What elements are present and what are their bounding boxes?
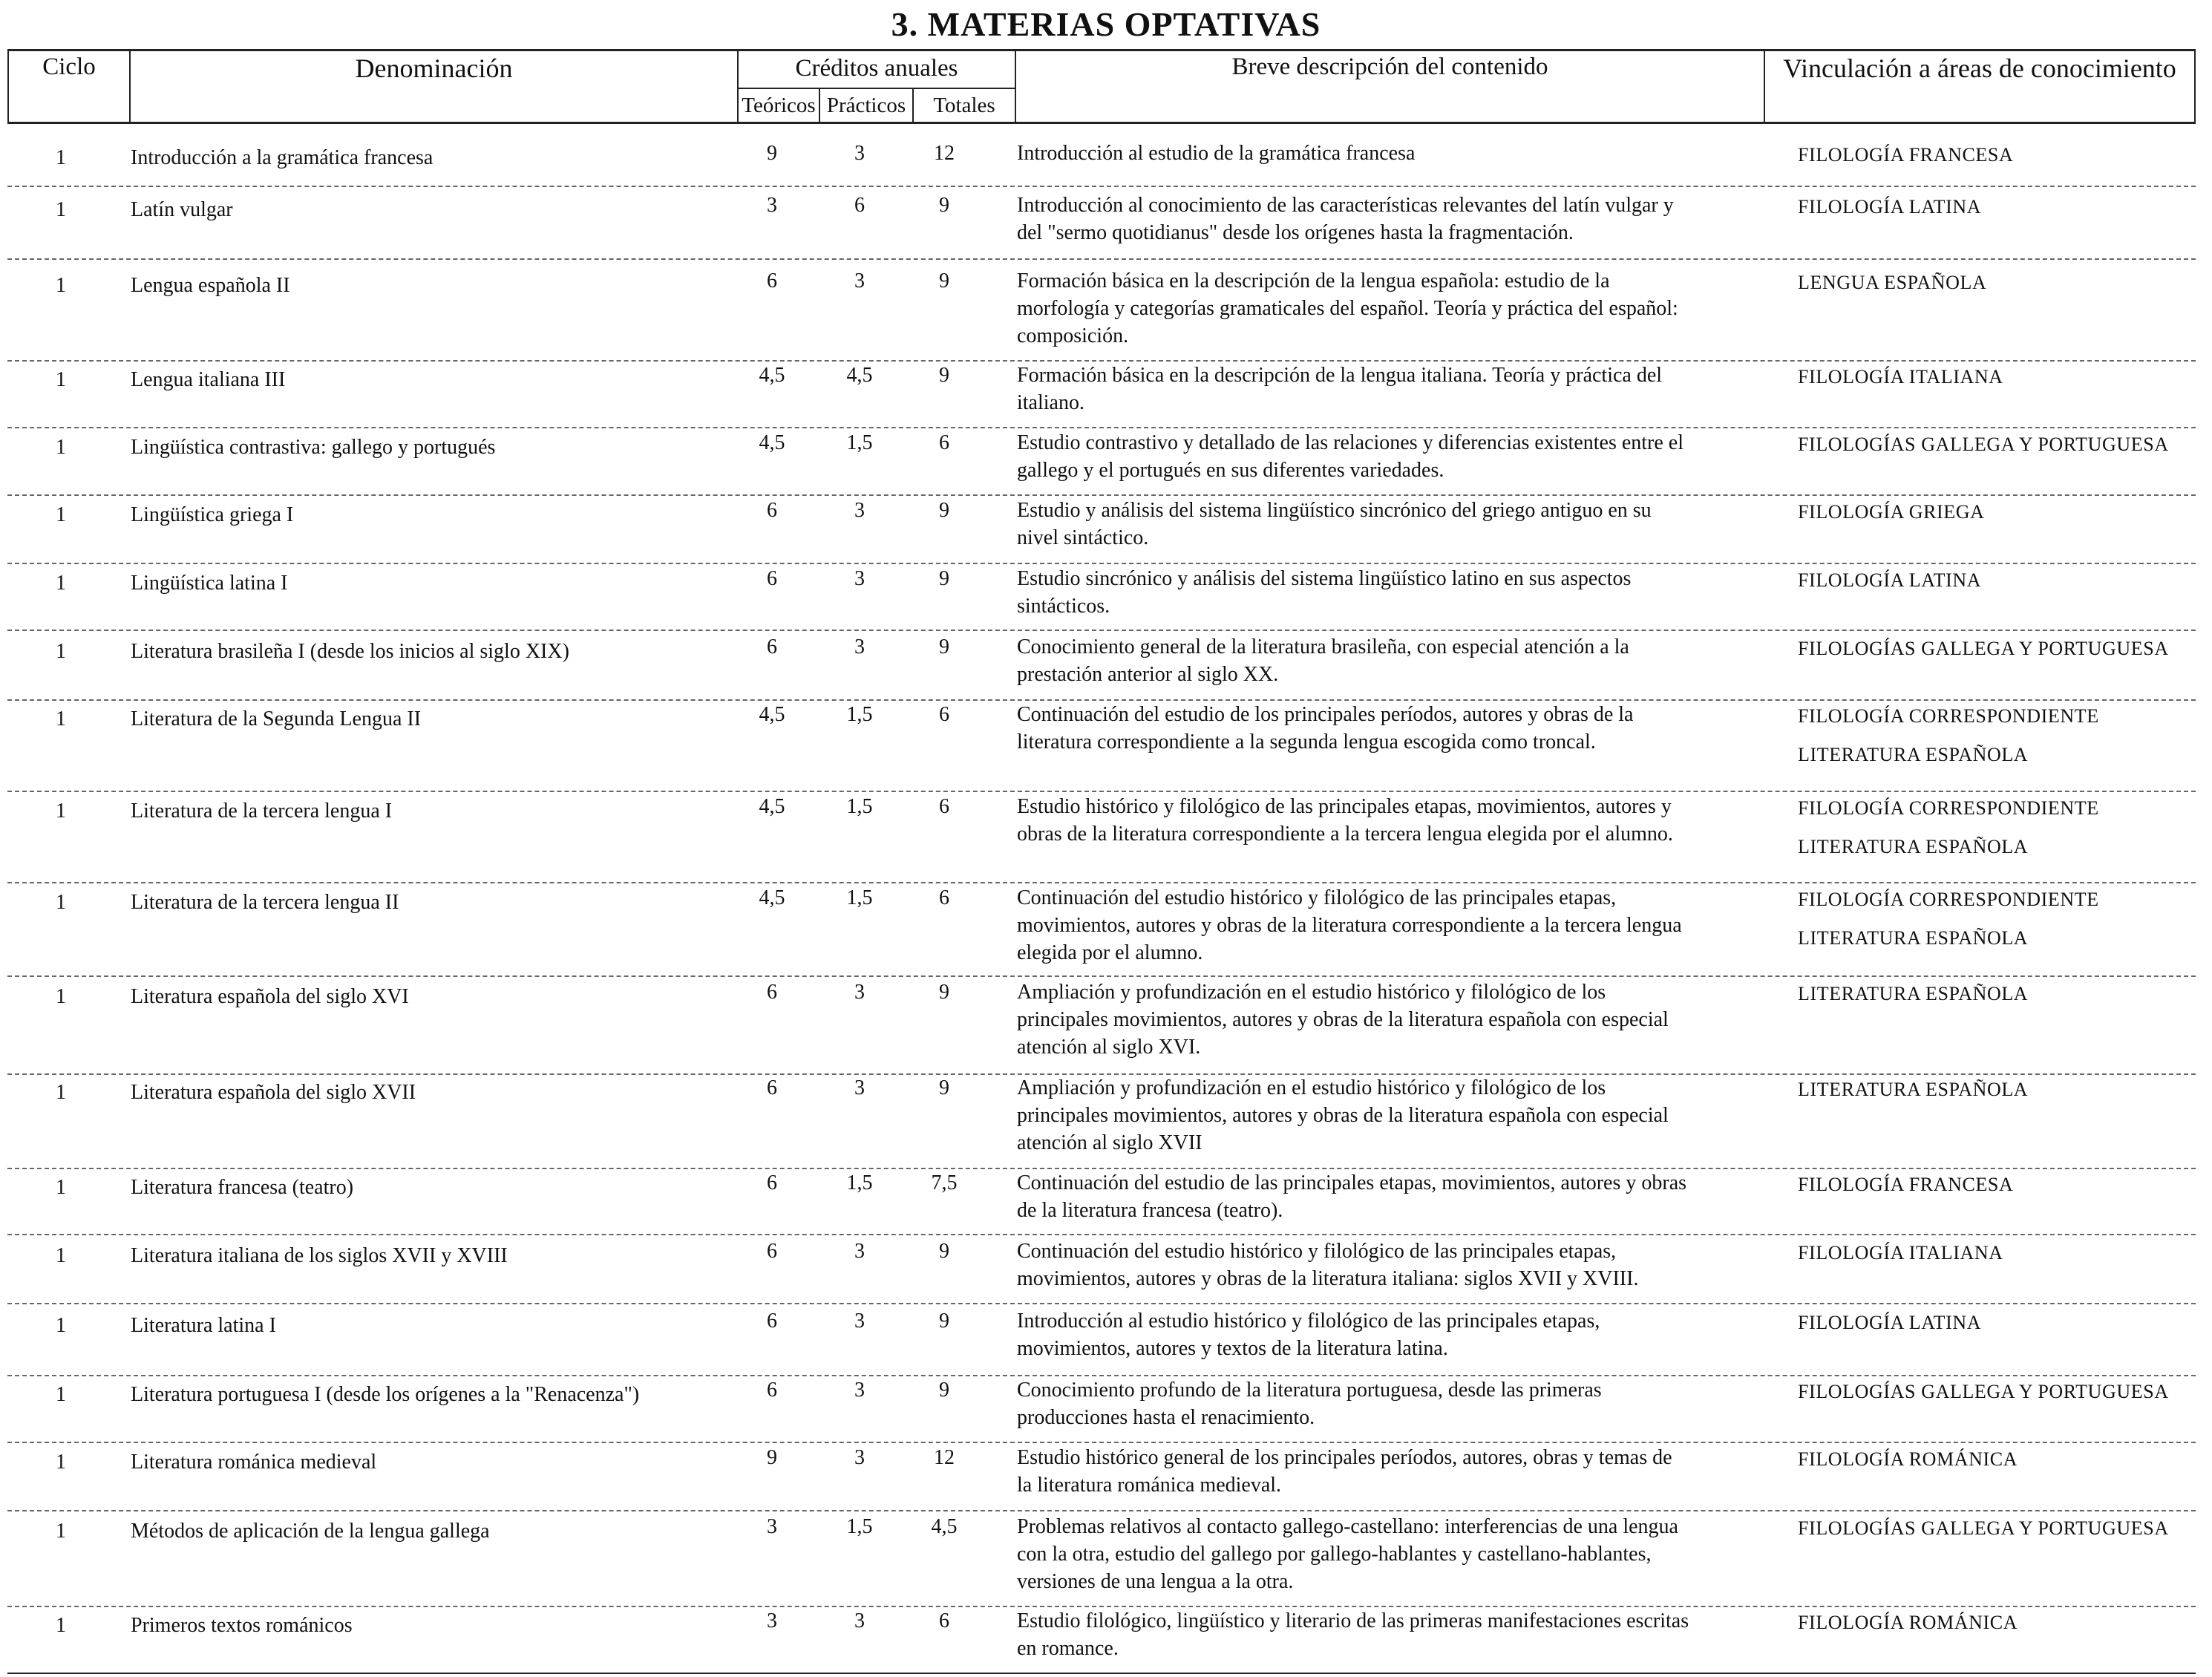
cell-descripcion-line: Estudio y análisis del sistema lingüístico sincrónico del griego antiguo en su bbox=[1017, 499, 1652, 522]
cell-area: FILOLOGÍA ITALIANA bbox=[1798, 366, 2003, 388]
cell-practicos: 3 bbox=[854, 635, 865, 658]
cell-totales: 6 bbox=[939, 795, 949, 818]
cell-ciclo: 1 bbox=[56, 368, 66, 391]
row-separator bbox=[7, 975, 2196, 977]
cell-denominacion: Literatura portuguesa I (desde los orígenes a la "Renacenza") bbox=[131, 1383, 640, 1406]
cell-teoricos: 6 bbox=[767, 1076, 777, 1099]
cell-teoricos: 9 bbox=[767, 1446, 777, 1469]
cell-denominacion: Literatura italiana de los siglos XVII y XVIII bbox=[131, 1244, 508, 1267]
cell-practicos: 3 bbox=[854, 1076, 865, 1099]
cell-teoricos: 6 bbox=[767, 499, 777, 522]
cell-totales: 9 bbox=[939, 1076, 949, 1099]
cell-ciclo: 1 bbox=[56, 274, 66, 297]
cell-totales: 9 bbox=[939, 194, 949, 217]
cell-ciclo: 1 bbox=[56, 146, 66, 169]
cell-denominacion: Latín vulgar bbox=[131, 198, 233, 221]
row-separator bbox=[7, 494, 2196, 496]
cell-descripcion-line: Continuación del estudio de las principales etapas, movimientos, autores y obras bbox=[1017, 1171, 1687, 1194]
cell-descripcion-line: Continuación del estudio histórico y filológico de las principales etapas, bbox=[1017, 1240, 1617, 1263]
cell-ciclo: 1 bbox=[56, 572, 66, 595]
row-separator bbox=[7, 563, 2196, 564]
cell-descripcion-line: Estudio histórico y filológico de las principales etapas, movimientos, autores y bbox=[1017, 795, 1672, 818]
cell-area: FILOLOGÍA GRIEGA bbox=[1798, 501, 1985, 523]
cell-practicos: 3 bbox=[854, 499, 865, 522]
cell-practicos: 3 bbox=[854, 142, 865, 165]
cell-totales: 9 bbox=[939, 635, 949, 658]
cell-ciclo: 1 bbox=[56, 985, 66, 1008]
cell-totales: 9 bbox=[939, 567, 949, 590]
cell-descripcion-line: literatura correspondiente a la segunda lengua escogida como troncal. bbox=[1017, 730, 1596, 753]
cell-descripcion-line: Estudio contrastivo y detallado de las relaciones y diferencias existentes entre el bbox=[1017, 431, 1684, 454]
cell-descripcion-line: elegida por el alumno. bbox=[1017, 941, 1203, 964]
cell-teoricos: 6 bbox=[767, 567, 777, 590]
cell-area: LITERATURA ESPAÑOLA bbox=[1798, 927, 2029, 949]
cell-totales: 9 bbox=[939, 1240, 949, 1263]
cell-totales: 12 bbox=[934, 1446, 955, 1469]
row-separator bbox=[7, 1073, 2196, 1075]
cell-ciclo: 1 bbox=[56, 640, 66, 663]
cell-ciclo: 1 bbox=[56, 891, 66, 914]
cell-ciclo: 1 bbox=[56, 1451, 66, 1474]
cell-area: FILOLOGÍAS GALLEGA Y PORTUGUESA bbox=[1798, 1381, 2169, 1402]
cell-descripcion-line: la literatura románica medieval. bbox=[1017, 1474, 1282, 1497]
cell-practicos: 3 bbox=[854, 1379, 865, 1402]
cell-denominacion: Lengua española II bbox=[131, 274, 290, 297]
cell-denominacion: Lingüística latina I bbox=[131, 572, 288, 595]
cell-descripcion-line: morfología y categorías gramaticales del español. Teoría y práctica del español: bbox=[1017, 297, 1678, 320]
cell-descripcion-line: Ampliación y profundización en el estudio histórico y filológico de los bbox=[1017, 981, 1606, 1004]
cell-practicos: 1,5 bbox=[846, 795, 873, 818]
row-separator bbox=[7, 699, 2196, 701]
cell-totales: 9 bbox=[939, 499, 949, 522]
cell-denominacion: Primeros textos románicos bbox=[131, 1614, 353, 1637]
cell-practicos: 3 bbox=[854, 981, 865, 1004]
cell-teoricos: 9 bbox=[767, 142, 777, 165]
cell-practicos: 4,5 bbox=[846, 364, 873, 387]
cell-area: FILOLOGÍA ROMÁNICA bbox=[1798, 1448, 2018, 1470]
cell-descripcion-line: Ampliación y profundización en el estudio histórico y filológico de los bbox=[1017, 1076, 1606, 1099]
cell-area: FILOLOGÍA LATINA bbox=[1798, 569, 1982, 591]
cell-ciclo: 1 bbox=[56, 198, 66, 221]
cell-totales: 6 bbox=[939, 703, 949, 726]
cell-ciclo: 1 bbox=[56, 707, 66, 730]
cell-area: FILOLOGÍAS GALLEGA Y PORTUGUESA bbox=[1798, 434, 2169, 455]
cell-area: FILOLOGÍA FRANCESA bbox=[1798, 144, 2014, 166]
cell-denominacion: Literatura románica medieval bbox=[131, 1451, 377, 1474]
cell-practicos: 3 bbox=[854, 269, 865, 292]
cell-descripcion-line: atención al siglo XVII bbox=[1017, 1131, 1202, 1154]
cell-descripcion-line: gallego y el portugués en sus diferentes variedades. bbox=[1017, 459, 1444, 482]
cell-descripcion-line: sintácticos. bbox=[1017, 595, 1110, 618]
cell-descripcion-line: composición. bbox=[1017, 324, 1129, 347]
cell-ciclo: 1 bbox=[56, 1383, 66, 1406]
cell-teoricos: 3 bbox=[767, 1515, 777, 1538]
col-header-creditos: Créditos anuales bbox=[795, 55, 958, 82]
cell-descripcion-line: producciones hasta el renacimiento. bbox=[1017, 1406, 1315, 1429]
cell-descripcion-line: Continuación del estudio histórico y filológico de las principales etapas, bbox=[1017, 886, 1617, 909]
cell-descripcion-line: atención al siglo XVI. bbox=[1017, 1036, 1201, 1059]
cell-ciclo: 1 bbox=[56, 1244, 66, 1267]
col-header-teoricos: Teóricos bbox=[742, 94, 816, 117]
cell-totales: 9 bbox=[939, 1379, 949, 1402]
cell-totales: 9 bbox=[939, 1310, 949, 1333]
header-top-rule bbox=[7, 49, 2196, 51]
cell-descripcion-line: Formación básica en la descripción de la lengua española: estudio de la bbox=[1017, 269, 1610, 292]
cell-denominacion: Lengua italiana III bbox=[131, 368, 286, 391]
cell-descripcion-line: prestación anterior al siglo XX. bbox=[1017, 663, 1279, 686]
cell-denominacion: Literatura francesa (teatro) bbox=[131, 1176, 354, 1199]
cell-teoricos: 3 bbox=[767, 1609, 777, 1632]
cell-practicos: 3 bbox=[854, 567, 865, 590]
cell-descripcion-line: Conocimiento profundo de la literatura portuguesa, desde las primeras bbox=[1017, 1379, 1602, 1402]
header-divider bbox=[2194, 49, 2196, 122]
cell-area: FILOLOGÍAS GALLEGA Y PORTUGUESA bbox=[1798, 1517, 2169, 1539]
cell-practicos: 1,5 bbox=[846, 1515, 873, 1538]
cell-descripcion-line: obras de la literatura correspondiente a la tercera lengua elegida por el alumno. bbox=[1017, 823, 1673, 846]
cell-ciclo: 1 bbox=[56, 503, 66, 526]
cell-denominacion: Literatura de la tercera lengua I bbox=[131, 800, 393, 823]
col-header-descripcion: Breve descripción del contenido bbox=[1231, 53, 1548, 80]
cell-teoricos: 6 bbox=[767, 635, 777, 658]
col-header-vinculacion: Vinculación a áreas de conocimiento bbox=[1783, 53, 2176, 83]
cell-descripcion-line: Introducción al conocimiento de las características relevantes del latín vulgar y bbox=[1017, 194, 1674, 217]
page-title: 3. MATERIAS OPTATIVAS bbox=[891, 5, 1321, 43]
cell-totales: 9 bbox=[939, 269, 949, 292]
row-separator bbox=[7, 186, 2196, 187]
row-separator bbox=[7, 258, 2196, 260]
row-separator bbox=[7, 882, 2196, 883]
cell-descripcion-line: Introducción al estudio de la gramática francesa bbox=[1017, 142, 1416, 165]
row-separator bbox=[7, 630, 2196, 631]
cell-teoricos: 6 bbox=[767, 1379, 777, 1402]
cell-teoricos: 4,5 bbox=[759, 886, 785, 909]
cell-totales: 12 bbox=[934, 142, 955, 165]
cell-descripcion-line: italiano. bbox=[1017, 391, 1084, 414]
cell-ciclo: 1 bbox=[56, 436, 66, 459]
cell-practicos: 1,5 bbox=[846, 886, 873, 909]
cell-practicos: 3 bbox=[854, 1609, 865, 1632]
cell-ciclo: 1 bbox=[56, 1614, 66, 1637]
col-header-totales: Totales bbox=[933, 94, 995, 117]
cell-descripcion-line: Estudio filológico, lingüístico y literario de las primeras manifestaciones escritas bbox=[1017, 1609, 1689, 1632]
cell-area: FILOLOGÍA CORRESPONDIENTE bbox=[1798, 705, 2099, 727]
cell-practicos: 3 bbox=[854, 1240, 865, 1263]
cell-area: FILOLOGÍA LATINA bbox=[1798, 196, 1982, 218]
row-separator bbox=[7, 1606, 2196, 1607]
cell-area: FILOLOGÍA LATINA bbox=[1798, 1312, 1982, 1333]
cell-practicos: 3 bbox=[854, 1310, 865, 1333]
cell-area: FILOLOGÍA ROMÁNICA bbox=[1798, 1612, 2018, 1633]
cell-descripcion-line: de la literatura francesa (teatro). bbox=[1017, 1199, 1283, 1222]
cell-totales: 6 bbox=[939, 1609, 949, 1632]
cell-descripcion-line: movimientos, autores y obras de la literatura italiana: siglos XVII y XVIII. bbox=[1017, 1267, 1639, 1290]
cell-ciclo: 1 bbox=[56, 1176, 66, 1199]
cell-descripcion-line: Introducción al estudio histórico y filológico de las principales etapas, bbox=[1017, 1310, 1600, 1333]
row-separator bbox=[7, 1442, 2196, 1443]
cell-teoricos: 6 bbox=[767, 269, 777, 292]
cell-denominacion: Lingüística contrastiva: gallego y portugués bbox=[131, 436, 496, 459]
cell-practicos: 1,5 bbox=[846, 431, 873, 454]
cell-area: FILOLOGÍA FRANCESA bbox=[1798, 1174, 2014, 1195]
cell-area: FILOLOGÍA ITALIANA bbox=[1798, 1242, 2003, 1264]
row-separator bbox=[7, 1510, 2196, 1511]
cell-denominacion: Literatura brasileña I (desde los inicios al siglo XIX) bbox=[131, 640, 569, 663]
cell-denominacion: Literatura española del siglo XVII bbox=[131, 1081, 416, 1104]
row-separator bbox=[7, 1673, 2196, 1674]
cell-area: LITERATURA ESPAÑOLA bbox=[1798, 836, 2029, 857]
cell-area: FILOLOGÍA CORRESPONDIENTE bbox=[1798, 797, 2099, 819]
cell-practicos: 1,5 bbox=[846, 1171, 873, 1194]
cell-denominacion: Métodos de aplicación de la lengua gallega bbox=[131, 1520, 490, 1543]
row-separator bbox=[7, 360, 2196, 362]
header-bottom-rule bbox=[7, 122, 2196, 124]
cell-teoricos: 4,5 bbox=[759, 431, 785, 454]
cell-teoricos: 4,5 bbox=[759, 364, 785, 387]
cell-descripcion-line: Estudio histórico general de los principales períodos, autores, obras y temas de bbox=[1017, 1446, 1672, 1469]
cell-teoricos: 6 bbox=[767, 1171, 777, 1194]
cell-area: FILOLOGÍA CORRESPONDIENTE bbox=[1798, 889, 2099, 910]
row-separator bbox=[7, 791, 2196, 792]
cell-practicos: 1,5 bbox=[846, 703, 873, 726]
cell-descripcion-line: nivel sintáctico. bbox=[1017, 526, 1149, 549]
cell-descripcion-line: principales movimientos, autores y obras de la literatura española con especial bbox=[1017, 1104, 1669, 1127]
col-header-ciclo: Ciclo bbox=[42, 53, 96, 80]
cell-teoricos: 4,5 bbox=[759, 703, 785, 726]
row-separator bbox=[7, 1375, 2196, 1376]
cell-practicos: 3 bbox=[854, 1446, 865, 1469]
cell-ciclo: 1 bbox=[56, 800, 66, 823]
cell-denominacion: Literatura de la Segunda Lengua II bbox=[131, 707, 422, 730]
cell-descripcion-line: Problemas relativos al contacto gallego-castellano: interferencias de una lengua bbox=[1017, 1515, 1678, 1538]
col-header-practicos: Prácticos bbox=[826, 94, 906, 117]
cell-area: FILOLOGÍAS GALLEGA Y PORTUGUESA bbox=[1798, 638, 2169, 659]
cell-totales: 7,5 bbox=[931, 1171, 958, 1194]
row-separator bbox=[7, 1303, 2196, 1304]
cell-descripcion-line: versiones de una lengua a la otra. bbox=[1017, 1570, 1294, 1593]
cell-area: LITERATURA ESPAÑOLA bbox=[1798, 983, 2029, 1004]
cell-ciclo: 1 bbox=[56, 1081, 66, 1104]
cell-denominacion: Literatura latina I bbox=[131, 1314, 276, 1337]
cell-area: LENGUA ESPAÑOLA bbox=[1798, 272, 1987, 293]
cell-ciclo: 1 bbox=[56, 1520, 66, 1543]
row-separator bbox=[7, 1168, 2196, 1169]
credits-sub-rule bbox=[737, 88, 1015, 89]
cell-teoricos: 6 bbox=[767, 981, 777, 1004]
cell-denominacion: Literatura española del siglo XVI bbox=[131, 985, 409, 1008]
cell-descripcion-line: Conocimiento general de la literatura brasileña, con especial atención a la bbox=[1017, 635, 1629, 658]
cell-area: LITERATURA ESPAÑOLA bbox=[1798, 744, 2029, 765]
cell-descripcion-line: movimientos, autores y obras de la literatura correspondiente a la tercera lengua bbox=[1017, 914, 1682, 937]
cell-totales: 6 bbox=[939, 886, 949, 909]
cell-practicos: 6 bbox=[854, 194, 865, 217]
cell-descripcion-line: del "sermo quotidianus" desde los orígenes hasta la fragmentación. bbox=[1017, 221, 1574, 244]
col-header-denominacion: Denominación bbox=[355, 53, 513, 83]
cell-teoricos: 3 bbox=[767, 194, 777, 217]
cell-teoricos: 6 bbox=[767, 1240, 777, 1263]
cell-descripcion-line: con la otra, estudio del gallego por gallego-hablantes y castellano-hablantes, bbox=[1017, 1543, 1652, 1566]
cell-denominacion: Introducción a la gramática francesa bbox=[131, 146, 433, 169]
cell-teoricos: 6 bbox=[767, 1310, 777, 1333]
cell-denominacion: Lingüística griega I bbox=[131, 503, 294, 526]
cell-descripcion-line: movimientos, autores y textos de la literatura latina. bbox=[1017, 1337, 1448, 1360]
row-separator bbox=[7, 1234, 2196, 1235]
cell-descripcion-line: Continuación del estudio de los principales períodos, autores y obras de la bbox=[1017, 703, 1634, 726]
cell-descripcion-line: Estudio sincrónico y análisis del sistema lingüístico latino en sus aspectos bbox=[1017, 567, 1632, 590]
cell-descripcion-line: Formación básica en la descripción de la lengua italiana. Teoría y práctica del bbox=[1017, 364, 1663, 387]
cell-area: LITERATURA ESPAÑOLA bbox=[1798, 1079, 2029, 1100]
cell-teoricos: 4,5 bbox=[759, 795, 785, 818]
cell-totales: 9 bbox=[939, 981, 949, 1004]
cell-totales: 6 bbox=[939, 431, 949, 454]
row-separator bbox=[7, 427, 2196, 428]
cell-denominacion: Literatura de la tercera lengua II bbox=[131, 891, 399, 914]
cell-ciclo: 1 bbox=[56, 1314, 66, 1337]
cell-totales: 4,5 bbox=[931, 1515, 958, 1538]
cell-descripcion-line: en romance. bbox=[1017, 1637, 1119, 1660]
cell-totales: 9 bbox=[939, 364, 949, 387]
cell-descripcion-line: principales movimientos, autores y obras de la literatura española con especial bbox=[1017, 1008, 1669, 1031]
